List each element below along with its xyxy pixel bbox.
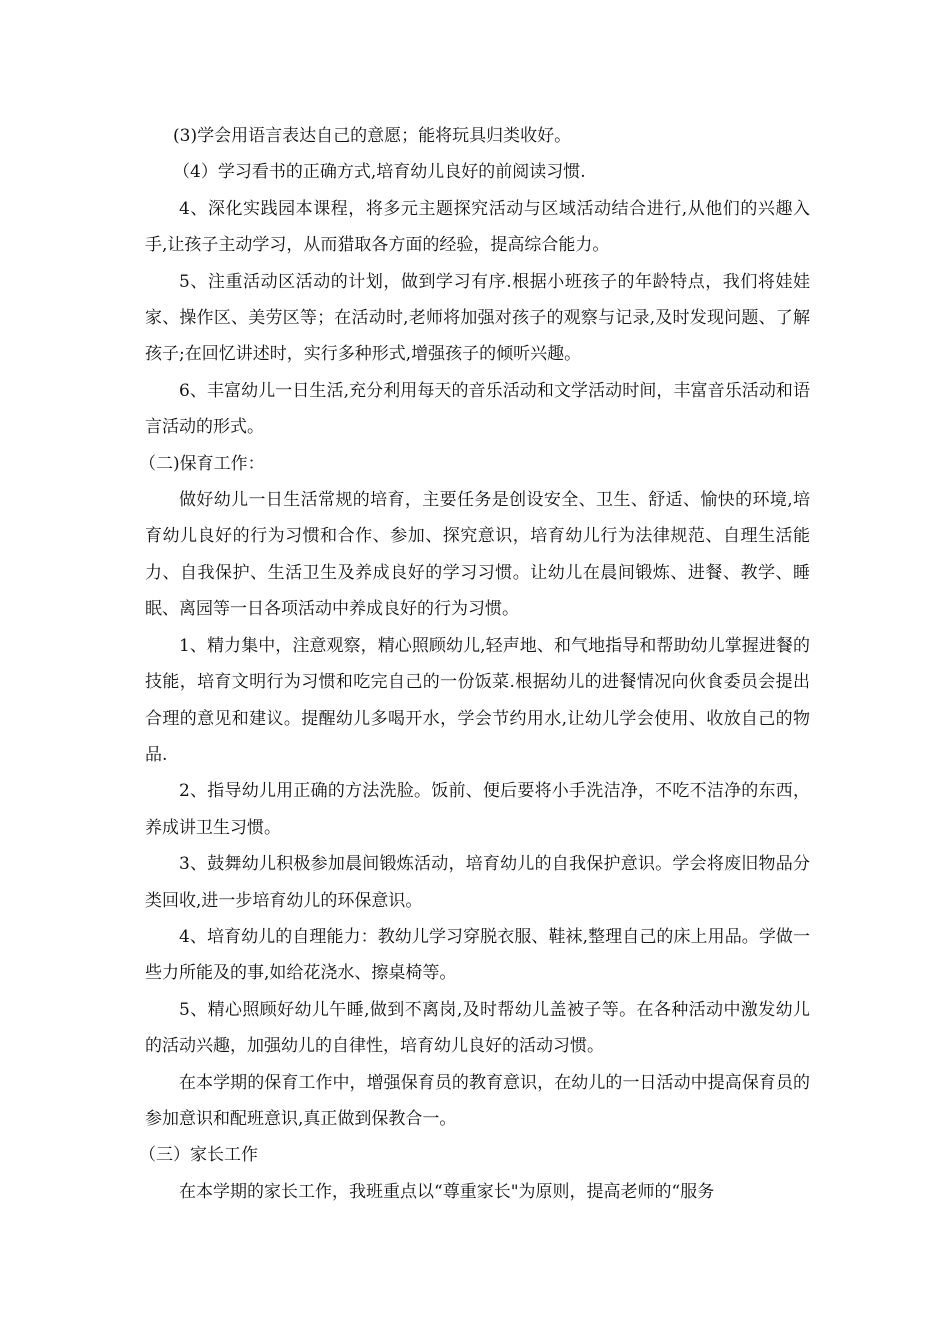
section-heading: （三）家长工作 [139, 1145, 258, 1166]
section-heading: （二)保育工作： [139, 453, 265, 474]
paragraph: 3、鼓舞幼儿积极参加晨间锻炼活动，培育幼儿的自我保护意识。学会将废旧物品分类回收,进一步培育幼儿的环保意识。 [145, 854, 810, 911]
paragraph: （4）学习看书的正确方式,培育幼儿良好的前阅读习惯. [173, 162, 586, 183]
paragraph: 6、丰富幼儿一日生活,充分利用每天的音乐活动和文学活动时间，丰富音乐活动和语言活动的形式。 [145, 380, 810, 438]
paragraph: 1、精力集中，注意观察，精心照顾幼儿,轻声地、和气地指导和帮助幼儿掌握进餐的技能，培育文明行为习惯和吃完自己的一份饭菜.根据幼儿的进餐情况向伙食委员会提出合理的意见和建议。提醒幼儿多喝开水，学会节约用水,让幼儿学会使用、收放自己的物品. [145, 635, 810, 765]
paragraph: 2、指导幼儿用正确的方法洗脸。饭前、便后要将小手洗洁净，不吃不洁净的东西，养成讲卫生习惯。 [145, 781, 810, 838]
paragraph: 5、注重活动区活动的计划，做到学习有序.根据小班孩子的年龄特点，我们将娃娃家、操作区、美劳区等；在活动时,老师将加强对孩子的观察与记录,及时发现问题、了解孩子;在回忆讲述时，实行多种形式,增强孩子的倾听兴趣。 [145, 271, 810, 365]
paragraph: 4、培育幼儿的自理能力：教幼儿学习穿脱衣服、鞋袜,整理自己的床上用品。学做一些力所能及的事,如给花浇水、擦桌椅等。 [145, 926, 810, 984]
paragraph: 在本学期的保育工作中，增强保育员的教育意识，在幼儿的一日活动中提高保育员的参加意识和配班意识,真正做到保教合一。 [145, 1072, 810, 1129]
paragraph: (3)学会用语言表达自己的意愿；能将玩具归类收好。 [173, 126, 572, 146]
paragraph: 在本学期的家长工作，我班重点以“尊重家长"为原则，提高老师的“服务 [179, 1181, 715, 1202]
document-body [139, 118, 810, 1210]
paragraph: 做好幼儿一日生活常规的培育，主要任务是创设安全、卫生、舒适、愉快的环境,培育幼儿良好的行为习惯和合作、参加、探究意识，培育幼儿行为法律规范、自理生活能力、自我保护、生活卫生及养成良好的学习习惯。让幼儿在晨间锻炼、进餐、教学、睡眠、离园等一日各项活动中养成良好的行为习惯。 [145, 490, 810, 620]
paragraph: 5、精心照顾好幼儿午睡,做到不离岗,及时帮幼儿盖被子等。在各种活动中激发幼儿的活动兴趣，加强幼儿的自律性，培育幼儿良好的活动习惯。 [145, 999, 810, 1057]
paragraph: 4、深化实践园本课程，将多元主题探究活动与区域活动结合进行,从他们的兴趣入手,让孩子主动学习，从而猎取各方面的经验，提高综合能力。 [145, 198, 810, 256]
